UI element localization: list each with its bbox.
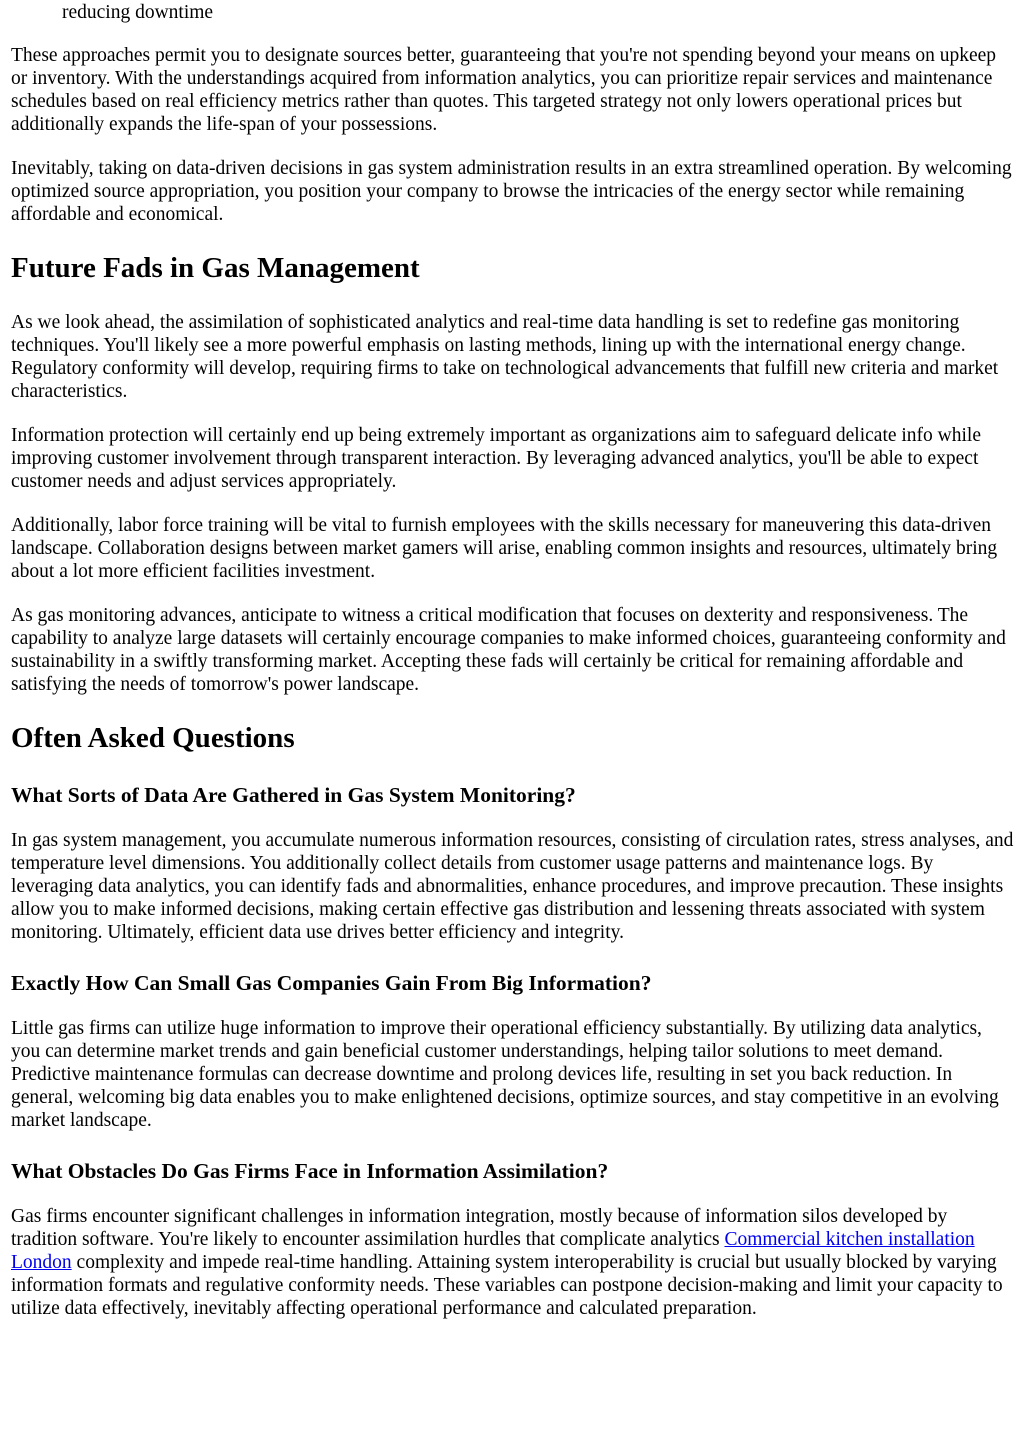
- list-item-tail: reducing downtime: [62, 2, 214, 23]
- faq-answer-3-text-after: complexity and impede real-time handling. Attaining system interoperability is crucial but usually blocked by varying information formats and regulative conformity needs. These variables can postpone decision-making and limit your capacity to utilize data effectively, inevitably affecting operational performance and calculated preparation.: [11, 1252, 1003, 1319]
- faq-question-3: What Obstacles Do Gas Firms Face in Information Assimilation?: [11, 1159, 609, 1183]
- faq-heading: Often Asked Questions: [11, 722, 295, 754]
- faq-answer-3: [11, 1205, 1014, 1320]
- faq-answer-2: Little gas firms can utilize huge information to improve their operational efficiency substantially. By utilizing data analytics, you can determine market trends and gain beneficial customer understandings, helping tailor solutions to meet demand. Predictive maintenance formulas can decrease downtime and prolong devices life, resulting in set you back reduction. In general, welcoming big data enables you to make enlightened decisions, optimize sources, and stay competitive in an evolving market landscape.: [11, 1018, 999, 1131]
- future-paragraph-3: Additionally, labor force training will be vital to furnish employees with the skills necessary for maneuvering this data-driven landscape. Collaboration designs between market gamers will arise, enabling common insights and resources, ultimately bring about a lot more efficient facilities investment.: [11, 515, 998, 582]
- intro-paragraph-2: Inevitably, taking on data-driven decisions in gas system administration results in an extra streamlined operation. By welcoming optimized source appropriation, you position your company to browse the intricacies of the energy sector while remaining affordable and economical.: [11, 158, 1012, 225]
- faq-answer-1: In gas system management, you accumulate numerous information resources, consisting of circulation rates, stress analyses, and temperature level dimensions. You additionally collect details from customer usage patterns and maintenance logs. By leveraging data analytics, you can identify fads and abnormalities, enhance procedures, and improve precaution. These insights allow you to make informed decisions, making certain effective gas distribution and lessening threats associated with system monitoring. Ultimately, efficient data use drives better efficiency and integrity.: [11, 830, 1014, 943]
- future-paragraph-2: Information protection will certainly end up being extremely important as organizations aim to safeguard delicate info while improving customer involvement through transparent interaction. By leveraging advanced analytics, you'll be able to expect customer needs and adjust services appropriately.: [11, 425, 982, 492]
- intro-paragraph-1: These approaches permit you to designate sources better, guaranteeing that you're not spending beyond your means on upkeep or inventory. With the understandings acquired from information analytics, you can prioritize repair services and maintenance schedules based on real efficiency metrics rather than quotes. This targeted strategy not only lowers operational prices but additionally expands the life-span of your possessions.: [11, 45, 997, 135]
- future-paragraph-4: As gas monitoring advances, anticipate to witness a critical modification that focuses on dexterity and responsiveness. The capability to analyze large datasets will certainly encourage companies to make informed choices, guaranteeing conformity and sustainability in a swiftly transforming market. Accepting these fads will certainly be critical for remaining affordable and satisfying the needs of tomorrow's power landscape.: [11, 605, 1006, 695]
- faq-question-1: What Sorts of Data Are Gathered in Gas System Monitoring?: [11, 783, 576, 807]
- future-paragraph-1: As we look ahead, the assimilation of sophisticated analytics and real-time data handling is set to redefine gas monitoring techniques. You'll likely see a more powerful emphasis on lasting methods, lining up with the international energy change. Regulatory conformity will develop, requiring firms to take on technological advancements that fulfill new criteria and market characteristics.: [11, 312, 999, 402]
- future-trends-heading: Future Fads in Gas Management: [11, 252, 420, 284]
- commercial-kitchen-link[interactable]: Commercial kitchen installation London: [11, 1229, 975, 1273]
- faq-answer-3-text-before: Gas firms encounter significant challenges in information integration, mostly because of information silos developed by tradition software. You're likely to encounter assimilation hurdles that complicate analytics: [11, 1206, 948, 1250]
- faq-question-2: Exactly How Can Small Gas Companies Gain From Big Information?: [11, 971, 652, 995]
